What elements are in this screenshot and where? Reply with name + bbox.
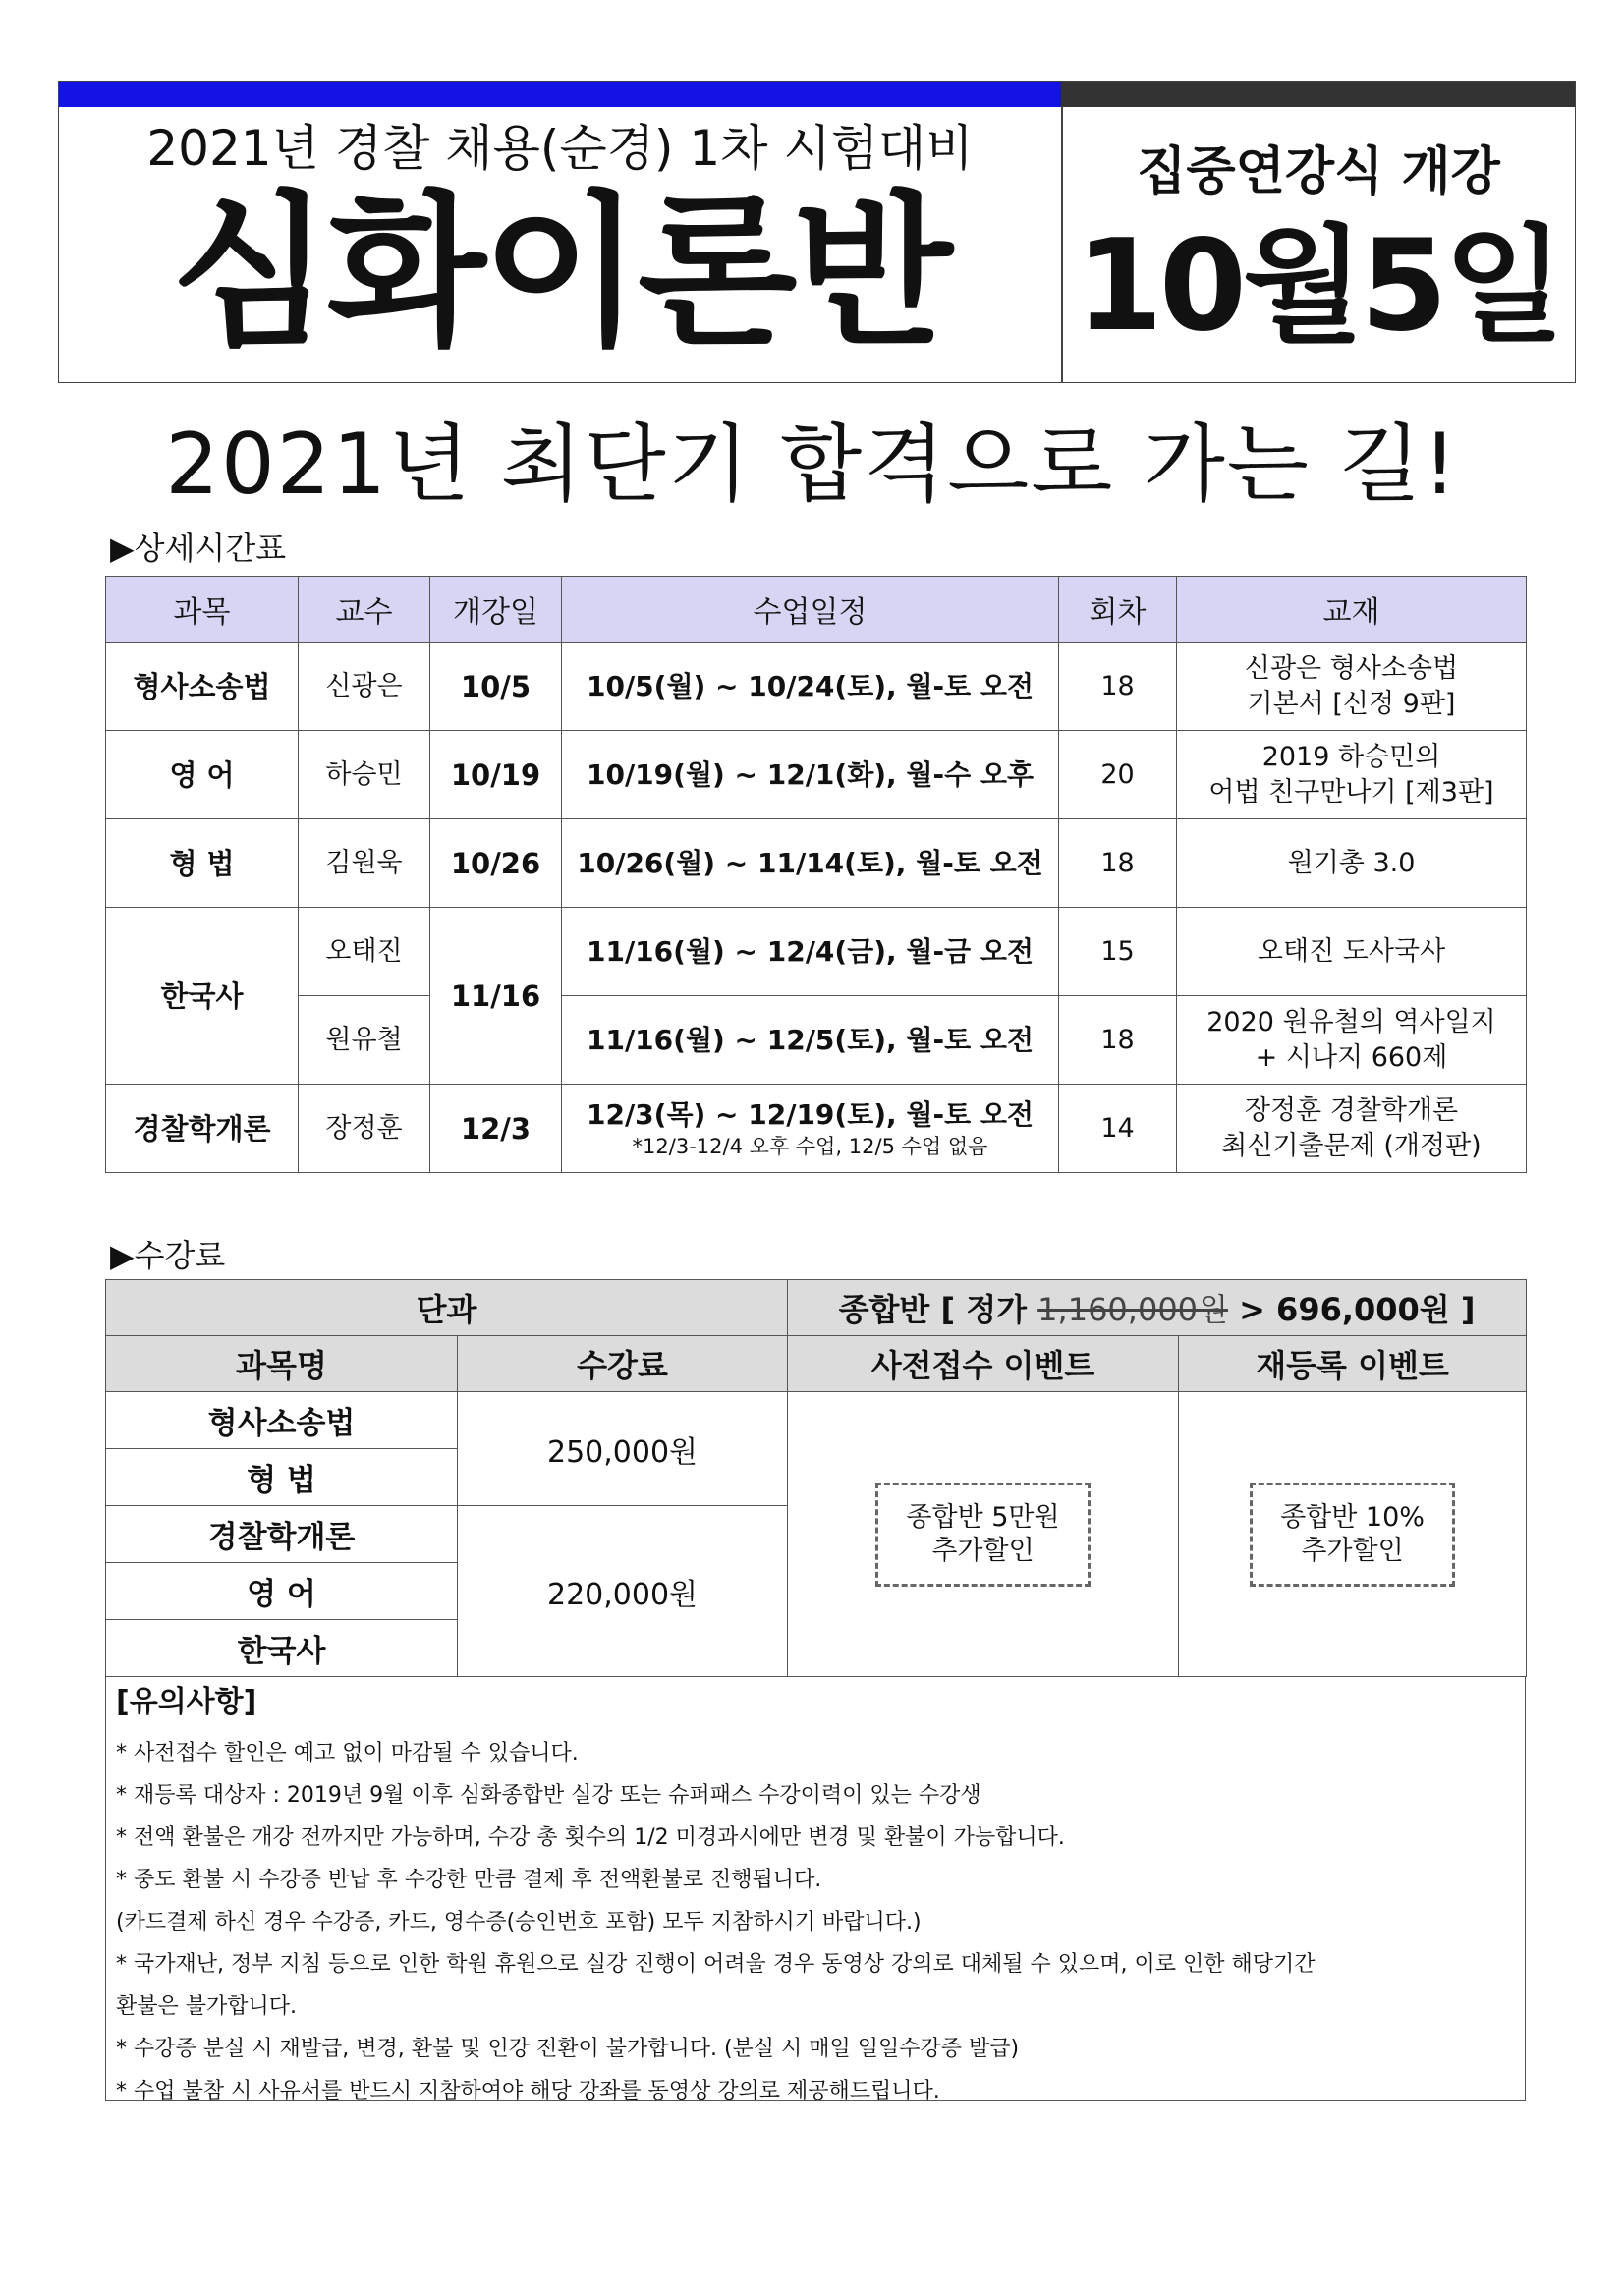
combo-sale-price: > 696,000원 ] [1227,1291,1476,1328]
textbook-line: + 시나지 660제 [1255,1041,1448,1073]
subject-cell: 경찰학개론 [106,1085,299,1173]
professor-cell: 김원욱 [299,819,430,908]
combo-original-price: 1,160,000원 [1037,1291,1228,1328]
header-fee: 수강료 [458,1336,788,1392]
textbook-cell [1177,731,1527,819]
start-cell: 10/19 [430,731,562,819]
exam-subtitle: 2021년 경찰 채용(순경) 1차 시험대비 [146,120,974,177]
header-pre-event: 사전접수 이벤트 [788,1336,1179,1392]
notice-line: * 국가재난, 정부 지침 등으로 인한 학원 휴원으로 실강 진행이 어려울 경우 동영상 강의로 대체될 수 있으며, 이로 인한 해당기간 [116,1952,1316,1977]
schedule-section-label: ▶상세시간표 [110,530,287,567]
fee-subject-cell: 형 법 [106,1449,458,1506]
sessions-cell: 15 [1059,908,1177,996]
schedule-cell: 10/19(월) ~ 12/1(화), 월-수 오후 [562,731,1059,819]
fee-subject-cell: 형사소송법 [106,1392,458,1449]
sessions-cell: 18 [1059,996,1177,1085]
price-cell: 220,000원 [458,1506,788,1677]
subject-cell: 형사소송법 [106,643,299,731]
schedule-cell: 11/16(월) ~ 12/5(토), 월-토 오전 [562,996,1059,1085]
header-accent-bar-blue [59,82,1061,107]
fee-table [105,1279,1527,1677]
header-re-event: 재등록 이벤트 [1179,1336,1527,1392]
header-professor: 교수 [299,577,430,643]
header-textbook: 교재 [1177,577,1527,643]
start-cell: 10/5 [430,643,562,731]
fee-subject-cell: 한국사 [106,1620,458,1677]
schedule-cell: 11/16(월) ~ 12/4(금), 월-금 오전 [562,908,1059,996]
re-event-line: 추가할인 [1301,1535,1404,1566]
schedule-cell [562,1085,1059,1173]
professor-cell: 신광은 [299,643,430,731]
table-row [106,1085,1527,1173]
textbook-line: 장정훈 경찰학개론 [1244,1094,1459,1126]
table-row [106,996,1527,1085]
pre-event-line: 추가할인 [931,1535,1035,1566]
sessions-cell: 18 [1059,819,1177,908]
sessions-cell: 20 [1059,731,1177,819]
table-row [106,731,1527,819]
fee-top-header-row [106,1280,1527,1336]
notice-line: * 수업 불참 시 사유서를 반드시 지참하여야 해당 강좌를 동영상 강의로 제공해드립니다. [116,2079,940,2103]
notice-line: (카드결제 하신 경우 수강증, 카드, 영수증(승인번호 포함) 모두 지참하시기 바랍니다.) [116,1910,922,1934]
textbook-cell [1177,643,1527,731]
schedule-note: *12/3-12/4 오후 수업, 12/5 수업 없음 [632,1134,988,1158]
start-cell: 11/16 [430,908,562,1085]
professor-cell: 장정훈 [299,1085,430,1173]
fee-subject-cell: 영 어 [106,1563,458,1620]
schedule-table [105,576,1527,1173]
header-subject-name: 과목명 [106,1336,458,1392]
schedule-header-row [106,577,1527,643]
slogan: 2021년 최단기 합격으로 가는 길! [165,416,1459,514]
price-cell: 250,000원 [458,1392,788,1506]
notice-line: * 전액 환불은 개강 전까지만 가능하며, 수강 총 횟수의 1/2 미경과시에만 변경 및 환불이 가능합니다. [116,1825,1065,1850]
textbook-line: 기본서 [신정 9판] [1247,688,1456,719]
schedule-text: 12/3(목) ~ 12/19(토), 월-토 오전 [586,1097,1035,1131]
schedule-cell: 10/26(월) ~ 11/14(토), 월-토 오전 [562,819,1059,908]
combo-course-header [788,1280,1527,1336]
textbook-line: 어법 친구만나기 [제3판] [1208,776,1494,808]
header-sessions: 회차 [1059,577,1177,643]
table-row [106,643,1527,731]
subject-cell: 영 어 [106,731,299,819]
course-title: 심화이론반 [171,176,949,368]
re-event-cell [1179,1392,1527,1677]
start-cell: 10/26 [430,819,562,908]
notice-line: * 중도 환불 시 수강증 반납 후 수강한 만큼 결제 후 전액환불로 진행됩니다. [116,1868,822,1892]
pre-event-cell [788,1392,1179,1677]
table-row [106,1392,1527,1449]
notice-line: * 수강증 분실 시 재발급, 변경, 환불 및 인강 전환이 불가합니다. (분실 시 매일 일일수강증 발급) [116,2037,1020,2061]
header-class-schedule: 수업일정 [562,577,1059,643]
fee-header-row [106,1336,1527,1392]
textbook-line: 2020 원유철의 역사일지 [1206,1006,1496,1037]
open-date: 10월5일 [1075,213,1562,360]
fee-subject-cell: 경찰학개론 [106,1506,458,1563]
table-row [106,819,1527,908]
sessions-cell: 18 [1059,643,1177,731]
pre-event-line: 종합반 5만원 [906,1501,1060,1533]
header-start-date: 개강일 [430,577,562,643]
textbook-line: 2019 하승민의 [1261,741,1441,772]
textbook-line: 신광은 형사소송법 [1244,652,1459,684]
start-cell: 12/3 [430,1085,562,1173]
textbook-cell: 오태진 도사국사 [1177,908,1527,996]
subject-cell: 형 법 [106,819,299,908]
professor-cell: 하승민 [299,731,430,819]
notices-title: [유의사항] [116,1685,257,1719]
re-event-box [1250,1483,1455,1587]
table-row [106,908,1527,996]
subject-cell: 한국사 [106,908,299,1085]
notice-line: * 재등록 대상자 : 2019년 9월 이후 심화종합반 실강 또는 슈퍼패스 수강이력이 있는 수강생 [116,1783,981,1808]
header-subject: 과목 [106,577,299,643]
textbook-cell: 원기총 3.0 [1177,819,1527,908]
schedule-cell: 10/5(월) ~ 10/24(토), 월-토 오전 [562,643,1059,731]
textbook-line: 최신기출문제 (개정판) [1221,1130,1482,1161]
pre-event-box [875,1483,1090,1587]
professor-cell: 원유철 [299,996,430,1085]
single-course-header: 단과 [106,1280,788,1336]
fee-section-label: ▶수강료 [110,1237,226,1274]
textbook-cell [1177,1085,1527,1173]
re-event-line: 종합반 10% [1280,1501,1425,1533]
header-accent-bar-dark [1061,82,1575,107]
open-label: 집중연강식 개강 [1137,142,1500,201]
professor-cell: 오태진 [299,908,430,996]
textbook-cell [1177,996,1527,1085]
sessions-cell: 14 [1059,1085,1177,1173]
notice-line: 환불은 불가합니다. [116,1994,298,2019]
combo-prefix: 종합반 [ 정가 [838,1291,1038,1328]
notice-line: * 사전접수 할인은 예고 없이 마감될 수 있습니다. [116,1741,579,1765]
